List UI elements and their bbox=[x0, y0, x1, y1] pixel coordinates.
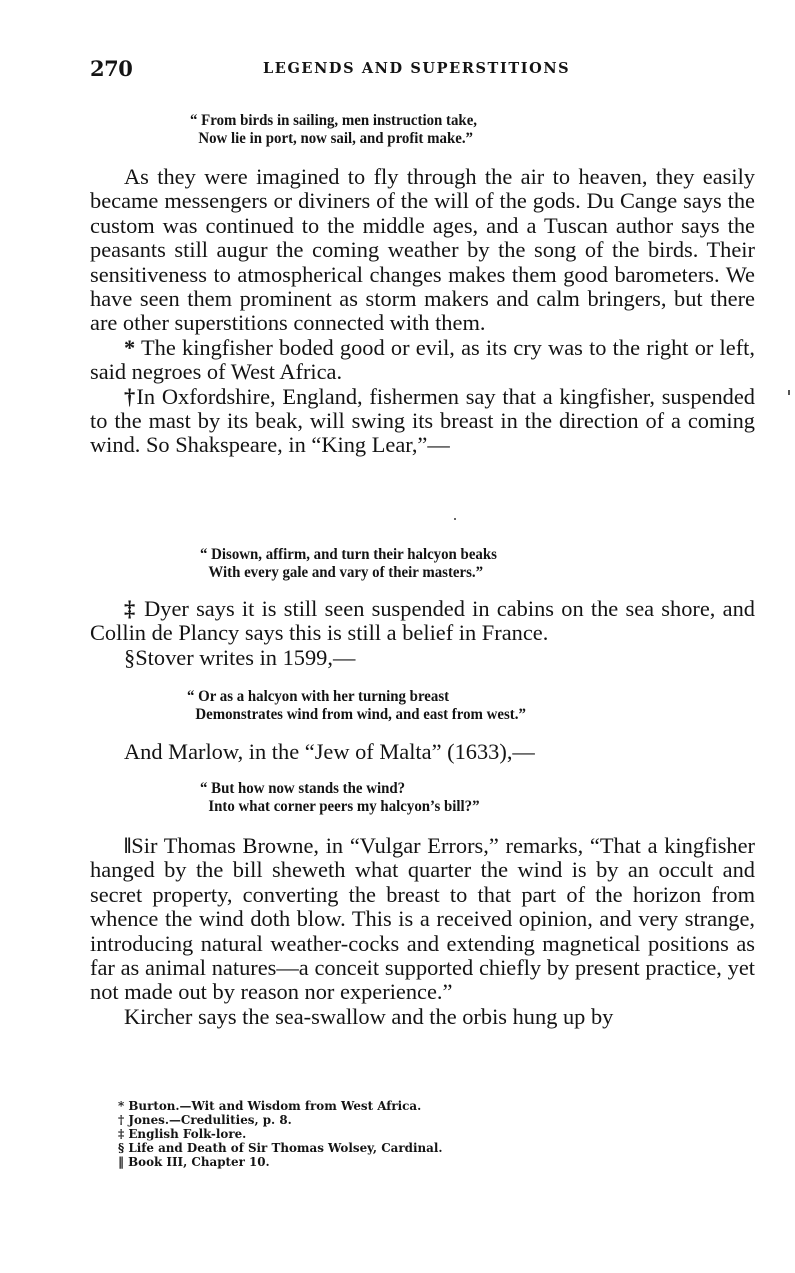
verse-line: “ Or as a halcyon with her turning breast bbox=[187, 688, 450, 705]
verse-line: With every gale and vary of their masters.” bbox=[208, 564, 484, 581]
verse-line: “ Disown, affirm, and turn their halcyon beaks bbox=[200, 546, 497, 563]
paragraph-text: Dyer says it is still seen suspended in cabins on the sea shore, and Collin de Plancy says this is still a belief in France. bbox=[90, 596, 755, 646]
footnote-3: ‡ English Folk-lore. bbox=[118, 1126, 247, 1141]
paragraph-stover bbox=[90, 646, 755, 670]
paragraph-birds-diviners: As they were imagined to fly through the air to heaven, they easily became messengers or diviners of the will of the gods. Du Cange says the custom was continued to the middle ages, and a Tuscan author says the peasants still augur the coming weather by the song of the birds. Their sensitiveness to atmospherical changes makes them good barometers. We have seen them prominent as storm makers and calm bringers, but there are other superstitions connected with them. bbox=[90, 164, 755, 336]
verse-line: Into what corner peers my halcyon’s bill?” bbox=[208, 798, 480, 815]
verse-quote-king-lear bbox=[200, 546, 497, 582]
prose-block-4 bbox=[90, 834, 755, 1029]
paragraph-kingfisher-cry bbox=[90, 336, 755, 385]
paragraph-kircher: Kircher says the sea-swallow and the orbis hung up by bbox=[124, 1003, 614, 1029]
footnote-mark: ‖ bbox=[124, 833, 132, 858]
scan-artifact-dot bbox=[454, 518, 456, 520]
footnotes bbox=[118, 1099, 442, 1169]
verse-line: “ From birds in sailing, men instruction take, bbox=[190, 112, 478, 129]
verse-quote-stover bbox=[187, 688, 526, 724]
prose-block-1 bbox=[90, 165, 755, 458]
running-title: LEGENDS AND SUPERSTITIONS bbox=[263, 60, 571, 77]
running-head bbox=[90, 56, 755, 82]
footnote-mark: * bbox=[124, 334, 136, 360]
footnote-4: § Life and Death of Sir Thomas Wolsey, Cardinal. bbox=[118, 1140, 443, 1155]
paragraph-marlow: And Marlow, in the “Jew of Malta” (1633),— bbox=[124, 739, 535, 764]
footnote-2: † Jones.—Credulities, p. 8. bbox=[118, 1112, 292, 1127]
scan-artifact-mark bbox=[788, 390, 790, 395]
prose-block-2 bbox=[90, 597, 755, 670]
footnote-mark: § bbox=[124, 644, 136, 670]
verse-quote-jew-of-malta bbox=[200, 780, 480, 816]
paragraph-text: In Oxfordshire, England, fishermen say that a kingfisher, suspended to the mast by its beak, will swing its breast in the direction of a coming wind. So Shakspeare, in “King Lear,”— bbox=[90, 383, 755, 458]
footnote-mark: ‡ bbox=[124, 596, 137, 621]
paragraph-text: Stover writes in 1599,— bbox=[135, 644, 356, 670]
page-number: 270 bbox=[90, 56, 133, 81]
paragraph-oxfordshire bbox=[90, 385, 755, 458]
footnote-mark: † bbox=[124, 383, 137, 409]
paragraph-text: Sir Thomas Browne, in “Vulgar Errors,” remarks, “That a kingfisher hanged by the bill sheweth what quarter the wind is by an occult and secret property, converting the breast to that part of the horizon from whence the wind doth blow. This is a received opinion, and very strange, introducing natural weather-cocks and extending magnetical positions as far as animal natures—a conceit supported chiefly by present practice, yet not made out by reason nor experience.” bbox=[90, 833, 755, 1005]
prose-block-3 bbox=[90, 740, 755, 764]
paragraph-thomas-browne bbox=[90, 834, 755, 1005]
verse-line: Demonstrates wind from wind, and east from west.” bbox=[195, 706, 526, 723]
verse-line: Now lie in port, now sail, and profit make.” bbox=[198, 130, 473, 147]
paragraph-dyer bbox=[90, 597, 755, 646]
footnote-5: ‖ Book III, Chapter 10. bbox=[118, 1154, 270, 1169]
verse-quote-birds bbox=[190, 112, 477, 148]
footnote-1: * Burton.—Wit and Wisdom from West Africa. bbox=[118, 1098, 422, 1113]
verse-line: “ But how now stands the wind? bbox=[200, 780, 406, 797]
paragraph-text: The kingfisher boded good or evil, as its cry was to the right or left, said negroes of West Africa. bbox=[90, 334, 755, 385]
